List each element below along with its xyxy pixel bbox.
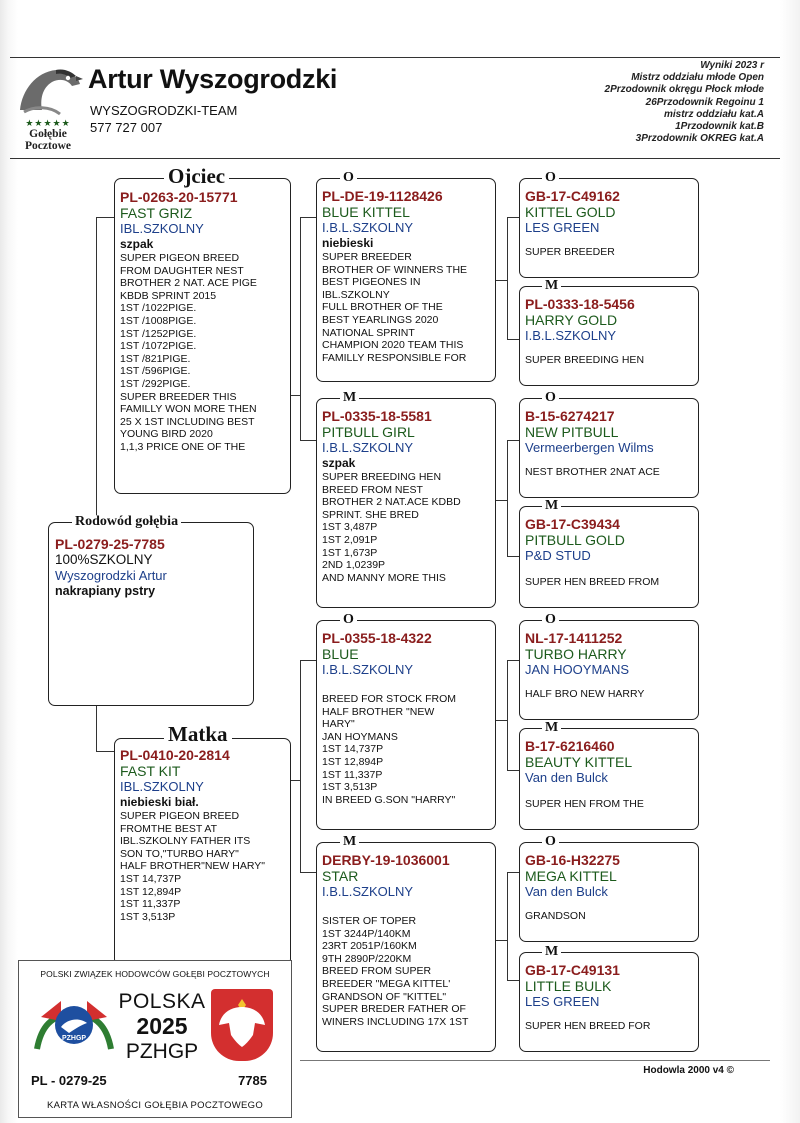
ggp-box-3 (519, 398, 699, 498)
gpmf-ring: PL-0355-18-4322 (322, 630, 432, 646)
connector-ggp4-stub (507, 556, 519, 557)
result-line: 2Przodownik okręgu Płock młode (604, 84, 764, 96)
connector-ggp2-stub (507, 339, 519, 340)
gpff-name: BLUE KITTEL (322, 204, 410, 220)
connector-ggp6-stub (507, 770, 519, 771)
gpmm-name: STAR (322, 868, 359, 884)
connector-gpff-stub (300, 217, 316, 218)
ggp5-o-label: O (542, 613, 559, 627)
ggp-description: SUPER HEN BREED FROM (525, 576, 660, 588)
pzhgp-emblem-icon (31, 987, 117, 1063)
ggp-breeder: JAN HOOYMANS (525, 662, 630, 677)
logo-text (12, 128, 84, 152)
connector-father-lower (300, 395, 301, 440)
ggp-breeder: P&D STUD (525, 548, 591, 563)
polish-eagle-emblem (211, 989, 273, 1061)
ggp-ring: NL-17-1411252 (525, 630, 623, 646)
ggp-ring: PL-0333-18-5456 (525, 296, 635, 312)
result-line: 1Przodownik kat.B (675, 121, 764, 133)
mother-color: niebieski biał. (120, 795, 199, 809)
ggp-name: MEGA KITTEL (525, 868, 617, 884)
ggp-breeder: Van den Bulck (525, 770, 608, 785)
card-org: PZHGP (125, 1040, 199, 1063)
connector-gpff-mid (496, 280, 507, 281)
father-description: SUPER PIGEON BREED FROM DAUGHTER NEST BROTHER 2 NAT. ACE PIGE KBDB SPRINT 2015 1ST /1022PIGE. 1ST /1008PIGE. 1ST /1252PIGE. 1ST /1072PIGE. 1ST /821PIGE. 1ST /596PIGE. 1ST /292PIGE. SUPER BREEDER THIS FAMILLY WON MORE THEN 25 X 1ST INCLUDING BEST YOUNG BIRD 2020 1,1,3 PRICE ONE OF THE (120, 252, 257, 453)
gpmf-name: BLUE (322, 646, 359, 662)
footer-rule (300, 1060, 770, 1061)
subject-breeder: Wyszogrodzki Artur (55, 568, 167, 583)
ggp6-m-label: M (542, 721, 561, 735)
header-top-rule (10, 57, 780, 58)
connector-gpmf-parents (507, 660, 508, 770)
father-label: Ojciec (164, 166, 229, 187)
ggp-ring: GB-16-H32275 (525, 852, 620, 868)
ggp-name: KITTEL GOLD (525, 204, 616, 220)
logo-text-line2: Pocztowe (25, 140, 71, 152)
mother-box (114, 738, 291, 966)
connector-gpfm-stub (300, 440, 316, 441)
ggp-name: PITBULL GOLD (525, 532, 625, 548)
connector-father-stub (96, 217, 114, 218)
father-box (114, 178, 291, 494)
ggp-box-7 (519, 842, 699, 942)
header-bottom-rule (10, 158, 780, 159)
subject-color: nakrapiany pstry (55, 584, 156, 598)
pzhgp-emblem (31, 987, 117, 1063)
mother-breeder: IBL.SZKOLNY (120, 779, 204, 794)
connector-subject-father (96, 217, 97, 522)
card-country: POLSKA (118, 990, 206, 1013)
gpff-o-label: O (340, 171, 357, 185)
gpmm-description: SISTER OF TOPER 1ST 3244P/140KM 23RT 2051P/160KM 9TH 2890P/220KM BREED FROM SUPER BREEDER "MEGA KITTEL' GRANDSON OF "KITTEL" SUPER BREDER FATHER OF WINERS INCLUDING 17X 1ST (322, 915, 469, 1028)
connector-ggp3-stub (507, 440, 519, 441)
ggp-breeder: LES GREEN (525, 220, 600, 235)
ggp1-o-label: O (542, 171, 559, 185)
grandmother-maternal-box (316, 842, 496, 1052)
ggp-name: HARRY GOLD (525, 312, 618, 328)
grandfather-maternal-box (316, 620, 496, 830)
ggp-name: TURBO HARRY (525, 646, 627, 662)
father-name: FAST GRIZ (120, 205, 193, 221)
ggp-breeder: Van den Bulck (525, 884, 608, 899)
ggp4-m-label: M (542, 499, 561, 513)
ggp-description: HALF BRO NEW HARRY (525, 688, 645, 700)
mother-label: Matka (164, 724, 232, 745)
connector-ggp1-stub (507, 217, 519, 218)
gpff-color: niebieski (322, 236, 374, 250)
connector-gpmm-parents (507, 872, 508, 980)
connector-gpff-parents (507, 217, 508, 339)
connector-father-parents (300, 217, 301, 395)
gpff-ring: PL-DE-19-1128426 (322, 188, 443, 204)
connector-gpmf-mid (496, 720, 507, 721)
gpfm-color: szpak (322, 456, 356, 470)
result-line: 26Przodownik Regoinu 1 (645, 96, 764, 108)
ggp2-m-label: M (542, 279, 561, 293)
ggp-box-1 (519, 178, 699, 278)
card-footer-text: KARTA WŁASNOŚCI GOŁĘBIA POCZTOWEGO (46, 1100, 264, 1111)
subject-box (48, 522, 254, 706)
connector-ggp5-stub (507, 660, 519, 661)
card-ring-left: PL - 0279-25 (31, 1073, 107, 1088)
ggp7-o-label: O (542, 835, 559, 849)
card-ring-right: 7785 (238, 1073, 267, 1088)
ownership-card (18, 960, 292, 1118)
connector-mother-parents (300, 660, 301, 872)
ggp-ring: B-15-6274217 (525, 408, 615, 424)
results-list (605, 60, 764, 145)
result-line: 3Przodownik OKREG kat.A (635, 133, 764, 145)
father-color: szpak (120, 237, 154, 251)
software-credit: Hodowla 2000 v4 © (643, 1065, 734, 1076)
ggp-description: SUPER HEN FROM THE (525, 798, 644, 810)
ggp-description: SUPER BREEDING HEN (525, 354, 645, 366)
ggp-ring: GB-17-C49131 (525, 962, 620, 978)
pedigree-label: Rodowód gołębia (72, 515, 181, 529)
connector-gpfm-mid (496, 500, 507, 501)
card-union-name: POLSKI ZWIĄZEK HODOWCÓW GOŁĘBI POCZTOWYCH (40, 969, 270, 979)
father-breeder: IBL.SZKOLNY (120, 221, 204, 236)
connector-gpmm-mid (496, 940, 507, 941)
ggp8-m-label: M (542, 945, 561, 959)
ggp-breeder: LES GREEN (525, 994, 600, 1009)
logo-stars: ★★★★★ (25, 118, 71, 128)
ggp-box-8 (519, 952, 699, 1052)
ggp-breeder: I.B.L.SZKOLNY (525, 328, 617, 343)
grandfather-paternal-box (316, 178, 496, 382)
gpmm-m-label: M (340, 835, 359, 849)
gpff-breeder: I.B.L.SZKOLNY (322, 220, 414, 235)
owner-name: Artur Wyszogrodzki (88, 64, 338, 94)
ggp-ring: GB-17-C49162 (525, 188, 620, 204)
gpmf-o-label: O (340, 613, 357, 627)
mother-description: SUPER PIGEON BREED FROMTHE BEST AT IBL.SZKOLNY FATHER ITS SON TO,"TURBO HARY" HALF BROTHER"NEW HARY" 1ST 14,737P 1ST 12,894P 1ST 11,337P 1ST 3,513P (120, 810, 265, 923)
gpfm-m-label: M (340, 391, 359, 405)
logo-text-line1: Gołębie (29, 128, 67, 140)
connector-subject-mother (96, 706, 97, 751)
gpfm-name: PITBULL GIRL (322, 424, 415, 440)
gpfm-breeder: I.B.L.SZKOLNY (322, 440, 414, 455)
ggp-description: GRANDSON (525, 910, 586, 922)
gpmf-description: BREED FOR STOCK FROM HALF BROTHER "NEW HARY" JAN HOYMANS 1ST 14,737P 1ST 12,894P 1ST 11,337P 1ST 3,513P IN BREED G.SON "HARRY" (322, 693, 456, 806)
subject-name: 100%SZKOLNY (55, 552, 153, 567)
ggp-ring: B-17-6216460 (525, 738, 615, 754)
connector-father-mid (291, 395, 300, 396)
gpmm-color (322, 900, 495, 915)
gpfm-description: SUPER BREEDING HEN BREED FROM NEST BROTHER 2 NAT.ACE KDBD SPRINT. SHE BRED 1ST 3,487P 1ST 2,091P 1ST 1,673P 2ND 1,0239P AND MANNY MORE THIS (322, 471, 461, 584)
card-title-block (117, 991, 207, 1062)
gpmm-ring: DERBY-19-1036001 (322, 852, 450, 868)
ggp-description: SUPER BREEDER (525, 246, 615, 258)
ggp-ring: GB-17-C39434 (525, 516, 620, 532)
grandmother-paternal-box (316, 398, 496, 608)
connector-ggp7-stub (507, 872, 519, 873)
ggp-description: SUPER HEN BREED FOR (525, 1020, 651, 1032)
connector-mother-mid (291, 780, 300, 781)
ggp-description: NEST BROTHER 2NAT ACE (525, 466, 660, 478)
team-name: WYSZOGRODZKI-TEAM (90, 103, 238, 118)
connector-gpfm-parents (507, 440, 508, 556)
mother-ring: PL-0410-20-2814 (120, 747, 230, 763)
ggp3-o-label: O (542, 391, 559, 405)
pigeon-logo-icon (12, 62, 84, 122)
phone-number: 577 727 007 (90, 120, 163, 135)
gpfm-ring: PL-0335-18-5581 (322, 408, 432, 424)
ggp-name: BEAUTY KITTEL (525, 754, 633, 770)
ggp-name: NEW PITBULL (525, 424, 619, 440)
emblem-text: PZHGP (61, 1035, 87, 1042)
gpmf-color (322, 678, 495, 693)
connector-ggp8-stub (507, 980, 519, 981)
ggp-name: LITTLE BULK (525, 978, 612, 994)
white-eagle-icon (211, 989, 273, 1061)
connector-gpmf-stub (300, 660, 316, 661)
gpff-description: SUPER BREEDER BROTHER OF WINNERS THE BEST PIGEONES IN IBL.SZKOLNY FULL BROTHER OF THE BEST YEARLINGS 2020 NATIONAL SPRINT CHAMPION 2020 TEAM THIS FAMILLY RESPONSIBLE FOR (322, 251, 468, 364)
result-line: mistrz oddziału kat.A (663, 108, 764, 120)
ggp-box-6 (519, 728, 699, 830)
connector-mother-stub (96, 751, 114, 752)
ggp-breeder: Vermeerbergen Wilms (525, 440, 654, 455)
connector-gpmm-stub (300, 872, 316, 873)
header-logo (12, 62, 84, 154)
father-ring: PL-0263-20-15771 (120, 189, 238, 205)
card-year: 2025 (136, 1013, 188, 1039)
ggp-box-5 (519, 620, 699, 720)
mother-name: FAST KIT (120, 763, 181, 779)
gpmf-breeder: I.B.L.SZKOLNY (322, 662, 414, 677)
ggp-box-2 (519, 286, 699, 386)
subject-ring: PL-0279-25-7785 (55, 536, 165, 552)
result-line: Mistrz oddziału młode Open (631, 72, 764, 84)
gpmm-breeder: I.B.L.SZKOLNY (322, 884, 414, 899)
ggp-box-4 (519, 506, 699, 608)
result-line: Wyniki 2023 r (700, 60, 764, 71)
